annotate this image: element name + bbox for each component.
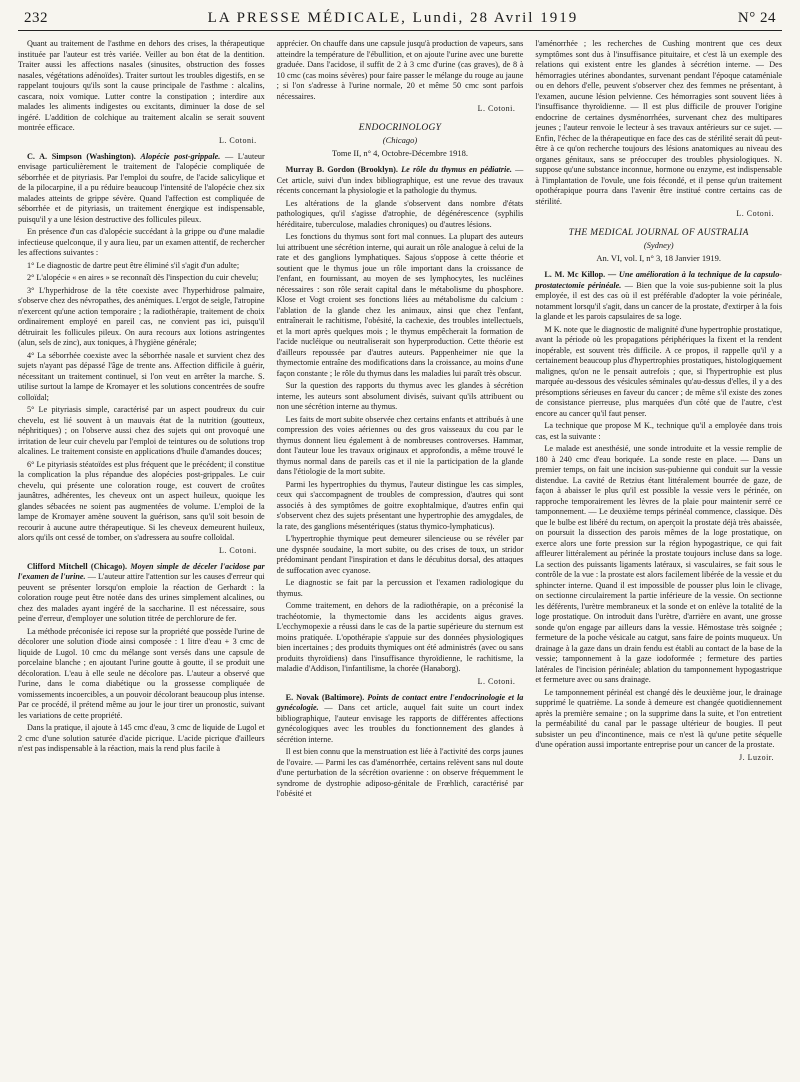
article-title: Alopécie post-grippale. (140, 151, 221, 161)
article-author: Clifford Mitchell (Chicago). (27, 561, 128, 571)
paragraph: M K. note que le diagnostic de malignité d'une hypertrophie prostatique, avant la période où les propagations périphériques la fixent et la rendent inopérable, est souvent très difficile. A ce propos, il rappelle qu'il y a certainement beaucoup plus d'hypertrophies prostatiques, histologiquement malignes, qu'on ne le pensait autrefois ; que, si l'hypertrophie est plus marquée au-dessous des vésicules séminales qu'au-dessus d'elles, il y a des présomptions sérieuses en faveur du cancer ; de même s'il existe des zones de consistance pierreuse, plus marquées d'un côté que de l'autre, c'est encore au cancer qu'il faut penser. (535, 324, 783, 418)
paragraph: La méthode préconisée ici repose sur la propriété que possède l'urine de décolorer une solution d'iode ainsi composée : 1 litre d'eau + 3 cmc de liquide de Lugol. 10 cmc du mélange sont versés dans une capsule de porcelaine blanche ; en ajoutant l'urine goutte à goutte, il se produit une décoloration. L'eau à elle seule ne décolore pas. L'auteur a observé que l'urine, dans le coma diabétique ou la grossesse compliquée de vomissements incoercibles, a un pouvoir décolorant beaucoup plus intense. Par ce procédé, il prétend même au jour le jour tirer un pronostic, suivant les variations de cette propriété. (18, 626, 265, 720)
paragraph: En présence d'un cas d'alopécie succédant à la grippe ou d'une maladie infectieuse quelconque, il y aura lieu, par un examen attentif, de rechercher les affections suivantes : (18, 227, 265, 258)
paragraph: apprécier. On chauffe dans une capsule jusqu'à production de vapeurs, sans atteindre la température de l'ébullition, et on ajoute l'urine avec une burette graduée. Dans l'acidose, il suffit de 2 à 3 cmc d'urine (cas graves), de 8 à 10 cmc (cas moins sévères) pour faire passer le mélange du rouge au jaune ; si l'on s'adresse à l'urine normale, 20 et même 50 cmc sont parfois nécessaires. (276, 39, 524, 101)
journal-title: THE MEDICAL JOURNAL OF AUSTRALIA (568, 228, 749, 239)
article-title: Le rôle du thymus en pédiatrie. (401, 165, 512, 175)
text-columns (18, 31, 782, 802)
article-title: — Une amélioration à la technique de la capsulo-prostatectomie périnéale. (535, 270, 783, 290)
signature: J. Luzoir. (739, 752, 775, 762)
paragraph: La technique que propose M K., technique qu'il a employée dans trois cas, est la suivante : (535, 421, 783, 441)
article-title: Moyen simple de déceler l'acidose par l'examen de l'urine. (18, 561, 265, 582)
journal-title: ENDOCRINOLOGY (358, 123, 442, 134)
paragraph: l'aménorrhée ; les recherches de Cushing montrent que ces deux symptômes sont dus à l'insuffisance pituitaire, et c'est là un exemple des relations qui existent entre les glandes à sécrétion interne. — Des hémorragies utérines abondantes, survenant pendant l'époque cataméniale ou en dehors d'elle, peuvent s'observer chez des femmes ne présentant, à l'examen, aucune lésion pelvienne. Ces hémorragies sont souvent liées à l'insuffisance thyroïdienne. — Il est plus difficile de prouver l'origine endocrine de certaines dysménorrhées, survenant chez des multipares jeunes ; l'auteur renvoie le lecteur à ses travaux antérieurs sur ce sujet. — Enfin, l'échec de la thérapeutique en face des cas de stérilité serait dû peut-être à ce qu'on recherche toujours des lésions anatomiques au niveau des organes génitaux, sans se préoccuper des troubles physiologiques. N. suppose qu'une substance inconnue, hormone ou enzyme, est indispensable à l'implantation de l'ovule, une fois fécondé, et il pense qu'un traitement opothérapique pourra dans l'avenir être institué contre certains cas de stérilité. (535, 39, 783, 206)
page-number: 232 (24, 10, 48, 26)
paragraph: Le diagnostic se fait par la percussion et l'examen radiologique du thymus. (276, 578, 524, 598)
signature: L. Cotoni. (477, 676, 516, 686)
signature: L. Cotoni. (477, 104, 516, 113)
paragraph: 3° L'hyperhidrose de la tête coexiste avec l'hyperhidrose palmaire, s'observe chez des névropathes, des anémiques. L'ergot de seigle, l'atropine n'exercent qu'une action temporaire ; la radiothérapie, traitement de choix ordinairement employé en pareil cas, ne convient pas ici, puisqu'il détruirait les follicules pileux. On aura recours aux lotions astringentes (alun, sels de zinc), aux toniques, à l'hygiène générale; (18, 285, 265, 348)
paragraph: Le malade est anesthésié, une sonde introduite et la vessie remplie de 180 à 240 cmc d'eau boriquée. La sonde reste en place. — Dans un premier temps, on fait une incision sus-pubienne qui conduit sur la vessie distendue. La cavité de Retzius étant littéralement bourrée de gaze, de façon à abaisser le plus qu'il est possible la vessie vers le périnée, on rapproche temporairement les lèvres de la plaie pour maintenir serré ce tamponnement. — Le deuxième temps périnéal commence, classique. Dès que le bulbe est libéré du rectum, on aperçoit la prostate déjà très abaissée, on poursuit la dissection des parois mêmes de la loge prostatique, on exerce alors une forte pression sur la région hypogastrique, ce qui fait affleurer littéralement au périnée la prostate toujours incluse dans sa loge. La section des puissants ligaments latéraux, si vasculaires, se fait sous le contrôle de la vue : la prostate est alors facilement libérée de la vessie et du sphincter interne. Quand il est impossible de pousser plus loin le clivage, on sectionne circulairement la partie inférieure de la vessie. On sectionne les déférents, l'urètre membraneux et la sonde et on enlève la totalité de la loge prostatique. On introduit dans l'urètre, d'arrière en avant, une grosse sonde qu'on engage par ailleurs dans la vessie. Hémostase très soignée ; fermeture de la poche vésicale au catgut, sans faire de points muqueux. Un drainage à la gaze dans un drain fendu est établi au contact de la base de la vessie; tamponnement à la gaze iodoformée ; fermeture des parties latérales de l'incision périnéale; ablation du tamponnement hypogastrique et fermeture avec ou sans drainage. (535, 444, 783, 685)
paragraph: 1° Le diagnostic de dartre peut être éliminé s'il s'agit d'un adulte; (27, 260, 240, 270)
article-author: E. Novak (Baltimore). (285, 692, 365, 702)
paragraph: — Dans cet article, auquel fait suite un court index bibliographique, l'auteur envisage les rapports de différentes affections gynécologiques avec les troubles du fonctionnement des glandes à sécrétion interne. (276, 703, 524, 744)
paragraph: Parmi les hypertrophies du thymus, l'auteur distingue les cas simples, ceux qui s'accompagnent de troubles de compression, d'autres qui sont associés à des symptômes de goitre exophtalmique, d'autres enfin qui s'observent chez des sujets présentant une hypertrophie des amygdales, de la rate, des ganglions mésentériques (status thymico-lymphaticus). (276, 479, 524, 531)
journal-volume: An. VI, vol. I, n° 3, 18 Janvier 1919. (596, 253, 721, 264)
page-header (18, 10, 782, 31)
paragraph: 6° Le pityriasis stéatoïdes est plus fréquent que le précédent; il constitue la complication la plus répandue des alopécies post-grippales. Le cuir chevelu, qui présente une coloration rouge, est couvert de croûtes jaunâtres, adhérentes, les cheveux ont un aspect huileux, quoique les glandes sébacées ne soient pas augmentées de volume. L'emploi de la lampe de Kromayer amène souvent la guérison, sans qu'il soit besoin de recourir à aucune autre thérapeutique. Si les cheveux demeurent huileux, alors qu'ils ont cessé de tomber, on s'adressera au soufre colloïdal. (18, 459, 265, 543)
newspaper-title: LA PRESSE MÉDICALE, Lundi, 28 Avril 1919 (207, 10, 579, 26)
paragraph: — L'auteur attire l'attention sur les causes d'erreur qui peuvent se présenter lorsqu'on emploie la réaction de Gerhardt : la coloration rouge peut être notée dans des urines simplement alcalines, ou chez des malades ayant ingéré de la saccharine. Il est nécessaire, sous peine d'erreur, d'employer une solution titrée de perchlorure de fer. (18, 572, 265, 624)
paragraph: Le tamponnement périnéal est changé dès le deuxième jour, le drainage supprimé le quatrième. La sonde à demeure est changée quotidiennement après la première semaine ; on la supprime dans la suite, et l'on entretient la perméabilité du canal par le passage ultérieur de bougies. Il peut subsister un peu d'incontinence, mais ce n'est là qu'une petite séquelle d'une opération aussi importante entreprise pour un cancer de la prostate. (535, 687, 783, 750)
article-novak (277, 693, 524, 746)
signature: L. Cotoni. (219, 545, 257, 555)
paragraph: 2° L'alopécie « en aires » se reconnaît dès l'inspection du cuir chevelu; (27, 273, 259, 283)
journal-volume: Tome II, n° 4, Octobre-Décembre 1918. (332, 148, 468, 159)
paragraph: — Bien que la voie sus-pubienne soit la plus employée, il est des cas où il est préférable d'adopter la voie périnéale, notamment lorsqu'il s'agit, dans un cancer de la prostate, d'extirper à la fois la glande et les parois capsulaires de sa loge. (535, 280, 783, 322)
paragraph: Les fonctions du thymus sont fort mal connues. La plupart des auteurs lui attribuent une sécrétion interne, qui aurait un rôle analogue à celui de la rate et des ganglions lymphatiques. Sajous s'oppose à cette théorie et soutient que le thymus joue un rôle important dans la croissance de l'enfant, en fournissant, au moyen de ses lymphocytes, les nucléines nécessaires : son rôle serait capital dans le métabolisme du phosphore. Klose et Vogt croient ses fonctions liées au métabolisme du calcium : l'ablation de la glande chez les animaux, ainsi que chez l'enfant, entraînerait le rachitisme, l'obésité, la cachexie, des troubles intellectuels, et la mort après quelques mois ; le thymus empêcherait la formation de l'acide nucléique ou neutraliserait son hyperproduction. Cette théorie est d'ailleurs repoussée par d'autres auteurs. Pappenheimer nie que la thymectomie entraîne des modifications dans la croissance, au moins d'une façon constante ; le rôle du thymus dans les maladies lui paraît très obscur. (276, 232, 524, 378)
article-author: Murray B. Gordon (Brooklyn). (285, 165, 398, 175)
article-author: L. M. Mc Killop. (544, 270, 606, 280)
article-title: Points de contact entre l'endocrinologie et la gynécologie. (276, 692, 524, 713)
column-2 (277, 39, 524, 802)
paragraph: 4° La séborrhée coexiste avec la séborrhée nasale et survient chez des sujets n'ayant pas dépassé l'âge de trente ans. Affection difficile à guérir, nécessitant un traitement continuel, si l'on veut en arrêter la marche. S. utilise surtout la lampe de Kromayer et les solutions concentrées de soufre colloïdal; (18, 350, 265, 402)
column-3 (535, 39, 782, 802)
signature: L. Cotoni. (736, 209, 775, 218)
article-simpson (18, 152, 265, 226)
paragraph: L'hypertrophie thymique peut demeurer silencieuse ou se révéler par une dyspnée soudaine, la mort subite, ou des crises de toux, un stridor prédominant pendant l'inspiration et dans le décubitus dorsal, des attaques de suffocation avec cyanose. (276, 534, 524, 575)
journal-city: (Chicago) (382, 135, 418, 146)
article-author: C. A. Simpson (Washington). (27, 151, 136, 161)
article-mckillop (535, 270, 782, 323)
signature: L. Cotoni. (219, 135, 257, 145)
journal-city: (Sydney) (643, 240, 674, 251)
paragraph: 5° Le pityriasis simple, caractérisé par un aspect poudreux du cuir chevelu, est lié souvent à un mauvais état de la nutrition (goutteux, néphritiques) ; on l'observe aussi chez des sujets qui ont provoqué une irritation de leur cuir chevelu par l'emploi de teintures ou de solutions trop alcalines. Le traitement consiste en applications d'huile d'amandes douces; (18, 405, 265, 457)
paragraph: Sur la question des rapports du thymus avec les glandes à sécrétion interne, les auteurs sont absolument divisés, suivant qu'ils attribuent ou non une sécrétion interne au thymus. (276, 381, 524, 412)
paragraph: Quant au traitement de l'asthme en dehors des crises, la thérapeutique instituée par l'auteur est très variée. Veiller au bon état de la dentition. Traiter aussi les affections nasales (sinusites, obstruction des fosses nasales, végétations adénoïdes). Traiter surtout les troubles digestifs, en se rappelant toujours qu'ils sont la cause principale de l'asthme : alcalins, cascara, noix vomique. Lutter contre la constipation ; interdire aux malades les aliments indigestes ou excitants, diminuer la dose de sel ingéré. L'addition de colchique au traitement alcalin se serait souvent montrée efficace. (18, 39, 265, 132)
issue-number: N° 24 (737, 10, 776, 26)
article-gordon (277, 165, 524, 197)
paragraph: Comme traitement, en dehors de la radiothérapie, on a préconisé la trachéotomie, la thymectomie dans les accidents aigus graves. L'ecchymopexie a réussi dans le cas de la partie supérieure du sternum est moins pratiquée. L'opothérapie s'appuie sur des données physiologiques bien incertaines ; des produits thymiques ont été administrés (avec ou sans produits thyroïdiens) dans l'insuffisance thyroïdienne, le rachitisme, la maladie d'Addison, l'infantilisme, la chorée (Hanaborg). (276, 601, 524, 674)
paragraph: Les altérations de la glande s'observent dans nombre d'états pathologiques, qu'il s'agisse d'atrophie, de dégénérescence (syphilis héréditaire, tuberculose, maladies chroniques) ou d'autres lésions. (276, 198, 524, 229)
column-1 (18, 39, 265, 802)
article-mitchell (18, 562, 265, 625)
paragraph: Dans la pratique, il ajoute à 145 cmc d'eau, 3 cmc de liquide de Lugol et 2 cmc d'une solution saturée d'acide picrique. L'acide picrique d'ailleurs n'est pas indispensable à la réaction, mais la rend plus facile à (18, 723, 265, 754)
paragraph: — L'auteur envisage particulièrement le traitement de l'alopécie compliquée de séborrhée et de pityriasis. Par l'emploi du soufre, de l'acide salicylique et de la pilocarpine, il a pu réduire beaucoup l'intensité de l'alopécie chez six malades atteints de grippe sévère. Quand l'affection est compliquée de séborrhée et de pityriasis, un traitement énergique est indispensable, puisqu'il y a une lésion destructive des follicules pileux. (18, 151, 265, 224)
paragraph: — Cet article, suivi d'un index bibliographique, est une revue des travaux récents concernant la physiologie et la pathologie du thymus. (276, 165, 524, 196)
paragraph: Il est bien connu que la menstruation est liée à l'activité des corps jaunes de l'ovaire. — Parmi les cas d'aménorrhée, certains relèvent sans nul doute d'une perturbation de la sécrétion ovarienne : on observe fréquemment le syndrome de dystrophie adiposo-génitale de Frœhlich, caractérisé par l'obésité et (276, 747, 524, 799)
paragraph: Les faits de mort subite observée chez certains enfants et attribués à une compression des voies aériennes ou des gros vaisseaux du cou par le thymus donnent lieu également à de nombreuses controverses. Hammar, dont l'auteur loue les travaux originaux et approfondis, a même trouvé le thymus normal dans de pareils cas et il nie la participation de la glande dans l'étiologie de la mort subite. (276, 414, 524, 477)
